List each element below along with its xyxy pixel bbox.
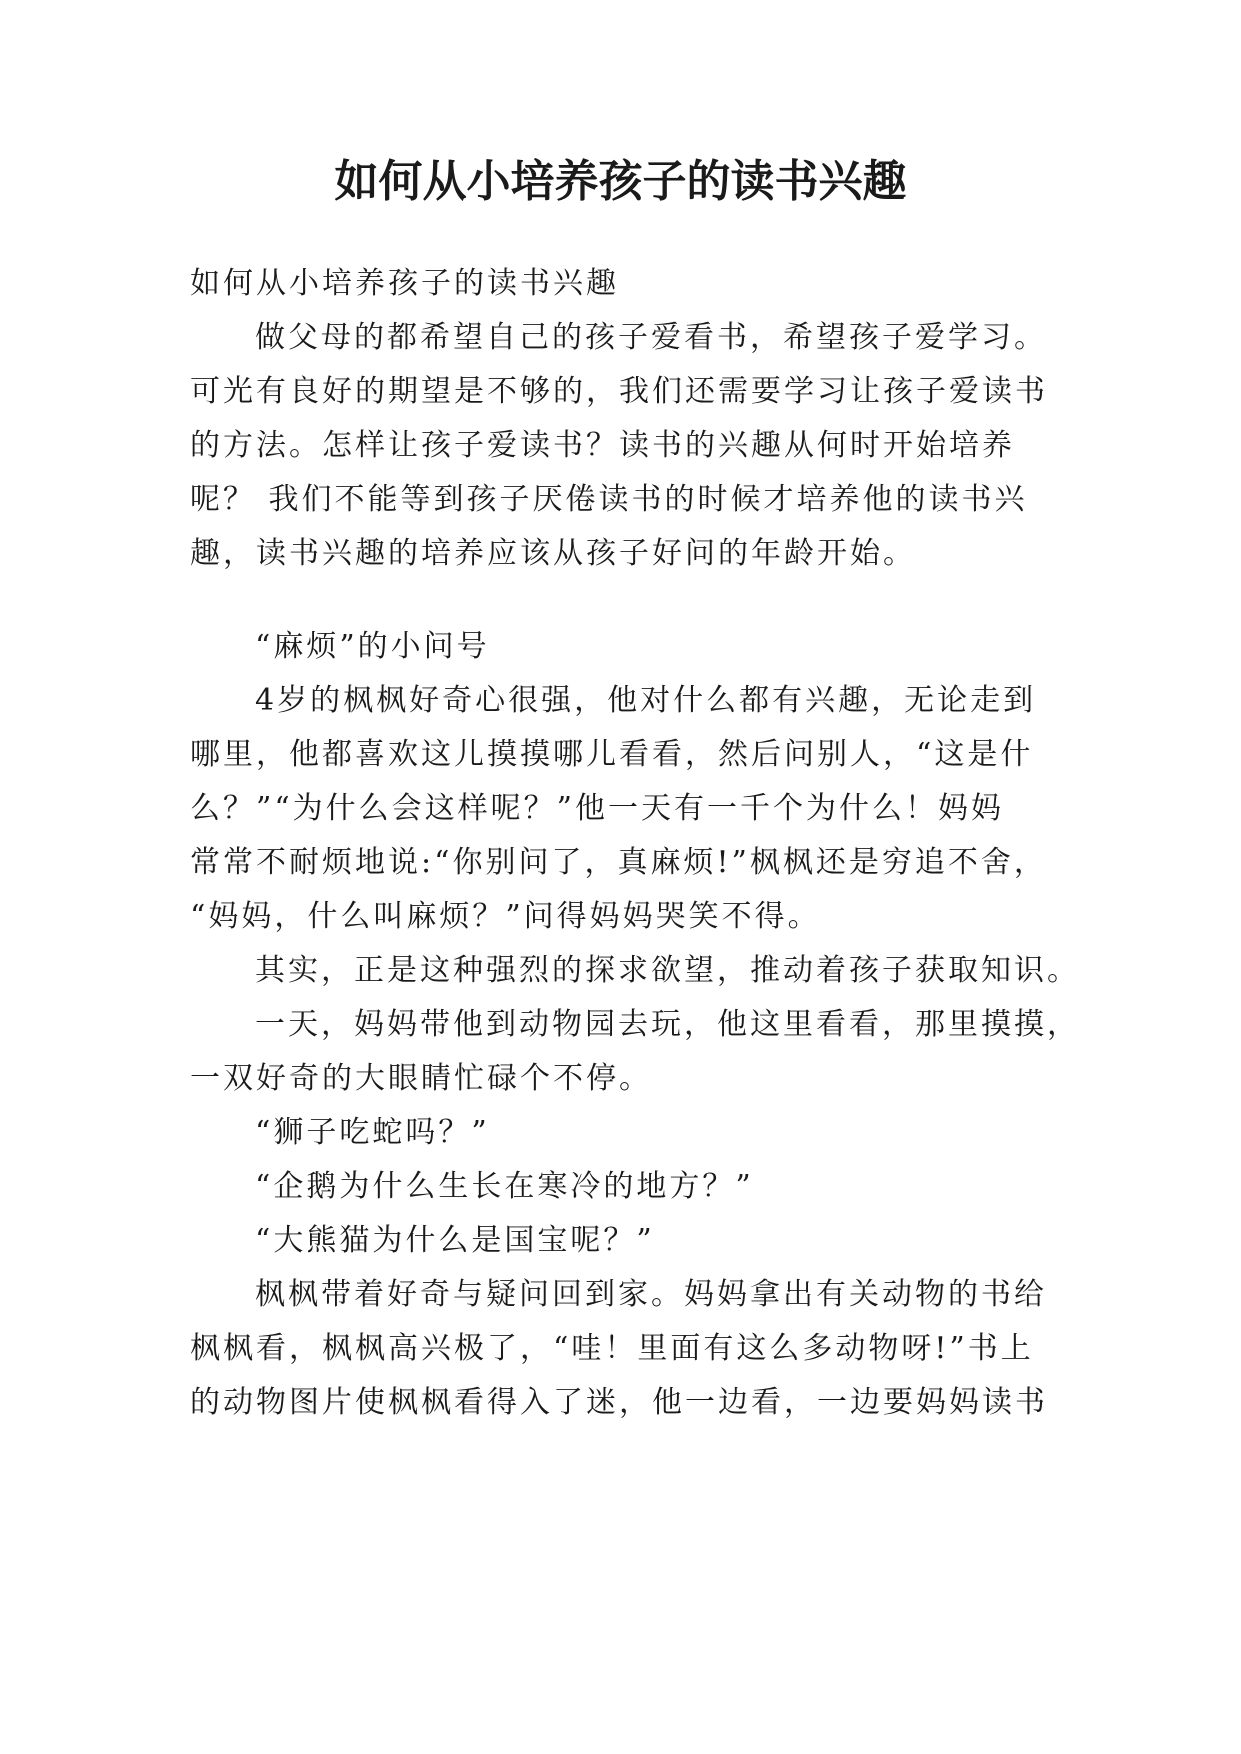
- body-line: 4岁的枫枫好奇心很强，他对什么都有兴趣，无论走到: [255, 683, 1037, 718]
- body-line: 如何从小培养孩子的读书兴趣: [190, 266, 619, 301]
- body-line: 呢？ 我们不能等到孩子厌倦读书的时候才培养他的读书兴: [190, 482, 1028, 517]
- body-line: 么？”“为什么会这样呢？”他一天有一千个为什么！妈妈: [190, 791, 1005, 826]
- quote-line: “企鹅为什么生长在寒冷的地方？”: [255, 1169, 754, 1204]
- body-line: 的方法。怎样让孩子爱读书？读书的兴趣从何时开始培养: [190, 428, 1015, 463]
- quote-line: “大熊猫为什么是国宝呢？”: [255, 1223, 655, 1258]
- quote-line: “狮子吃蛇吗？”: [255, 1115, 490, 1150]
- body-line: 常常不耐烦地说:“你别问了，真麻烦!”枫枫还是穷追不舍，: [190, 845, 1047, 880]
- body-line: 的动物图片使枫枫看得入了迷，他一边看，一边要妈妈读书: [190, 1385, 1048, 1420]
- body-line: 做父母的都希望自己的孩子爱看书，希望孩子爱学习。: [255, 320, 1047, 355]
- body-line: 一双好奇的大眼睛忙碌个不停。: [190, 1061, 652, 1096]
- body-line: 一天，妈妈带他到动物园去玩，他这里看看，那里摸摸，: [255, 1007, 1080, 1042]
- body-line: 趣，读书兴趣的培养应该从孩子好问的年龄开始。: [190, 536, 916, 571]
- body-line: 枫枫看，枫枫高兴极了，“哇！里面有这么多动物呀!”书上: [190, 1331, 1034, 1366]
- body-line: 可光有良好的期望是不够的，我们还需要学习让孩子爱读书: [190, 374, 1048, 409]
- document-title: 如何从小培养孩子的读书兴趣: [334, 156, 907, 207]
- body-line: 枫枫带着好奇与疑问回到家。妈妈拿出有关动物的书给: [255, 1277, 1047, 1312]
- body-line: 哪里，他都喜欢这儿摸摸哪儿看看，然后问别人，“这是什: [190, 737, 1034, 772]
- body-line: 其实，正是这种强烈的探求欲望，推动着孩子获取知识。: [255, 953, 1080, 988]
- body-line: “妈妈，什么叫麻烦？”问得妈妈哭笑不得。: [190, 899, 821, 934]
- section-heading: “麻烦”的小问号: [255, 629, 490, 664]
